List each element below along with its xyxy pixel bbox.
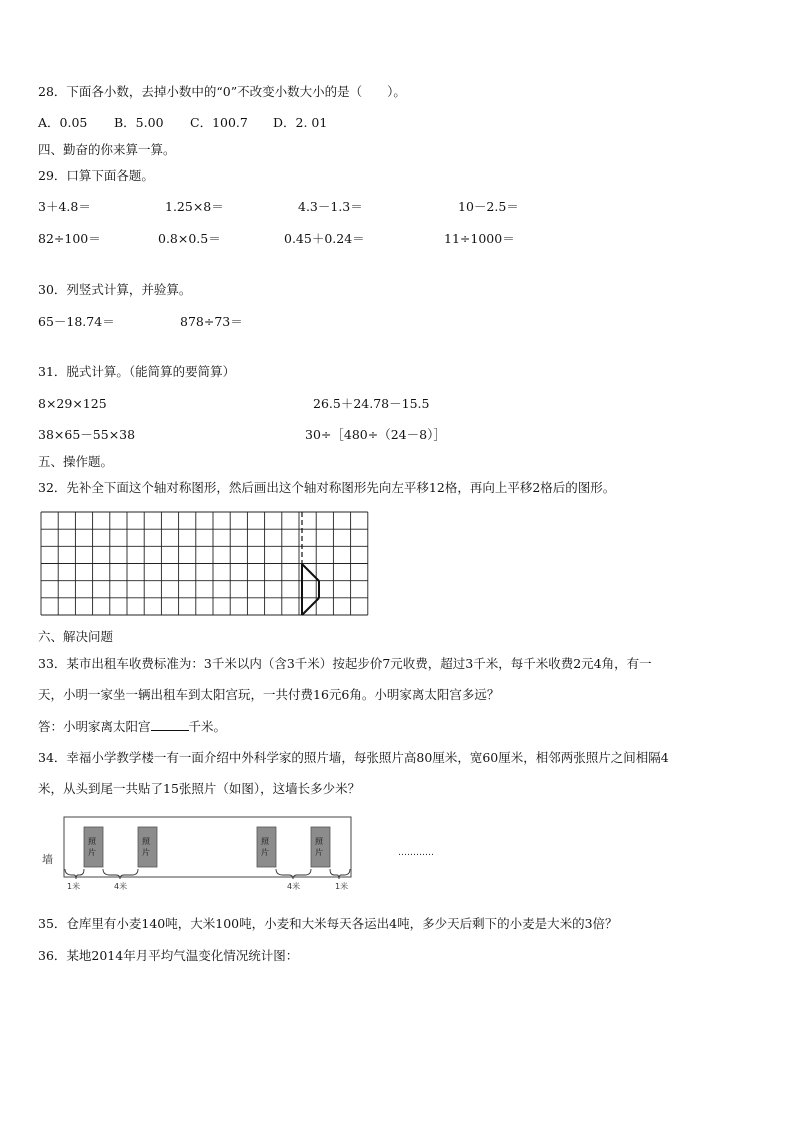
q35-text: 35．仓库里有小麦140吨，大米100吨，小麦和大米每天各运出4吨，多少天后剩下的小麦是大米的3倍？ bbox=[38, 916, 618, 931]
q28-option-a: A．0.05 bbox=[38, 115, 88, 130]
svg-text:照: 照 bbox=[315, 837, 323, 846]
q31-item-3: 38×65－55×38 bbox=[38, 427, 136, 442]
section-5-heading: 五、操作题。 bbox=[38, 454, 114, 469]
wall-label: 墙 bbox=[42, 853, 53, 866]
photo-2 bbox=[138, 827, 157, 867]
label-4m-left: 4米 bbox=[114, 882, 128, 891]
q31-item-1: 8×29×125 bbox=[38, 396, 107, 411]
q29-r2-c1: 82÷100＝ bbox=[38, 231, 101, 246]
q29-r2-c4: 11÷1000＝ bbox=[444, 231, 515, 246]
svg-text:片: 片 bbox=[261, 848, 269, 857]
q29-r1-c1: 3＋4.8＝ bbox=[38, 199, 91, 214]
q31-item-2: 26.5＋24.78－15.5 bbox=[313, 396, 430, 411]
q33-answer-prefix: 答：小明家离太阳宫 bbox=[38, 719, 151, 734]
svg-text:照: 照 bbox=[142, 837, 150, 846]
svg-text:片: 片 bbox=[88, 848, 96, 857]
wall-frame bbox=[64, 817, 351, 877]
q31-stem: 31．脱式计算。（能简算的要简算） bbox=[38, 364, 236, 379]
label-4m-right: 4米 bbox=[287, 882, 301, 891]
q36-text: 36．某地2014年月平均气温变化情况统计图： bbox=[38, 948, 299, 963]
q28-option-c: C．100.7 bbox=[190, 115, 248, 130]
q30-stem: 30．列竖式计算，并验算。 bbox=[38, 282, 192, 297]
q32-stem: 32．先补全下面这个轴对称图形，然后画出这个轴对称图形先向左平移12格，再向上平移2格后的图形。 bbox=[38, 480, 616, 495]
q29-r2-c2: 0.8×0.5＝ bbox=[158, 231, 221, 246]
q30-item-1: 65－18.74＝ bbox=[38, 314, 115, 329]
q34-line-1: 34．幸福小学教学楼一有一面介绍中外科学家的照片墙，每张照片高80厘米，宽60厘米，相邻两张照片之间相隔4 bbox=[38, 750, 669, 765]
q33-line-1: 33．某市出租车收费标准为：3千米以内（含3千米）按起步价7元收费，超过3千米，每千米收费2元4角，有一 bbox=[38, 656, 652, 671]
svg-text:片: 片 bbox=[142, 848, 150, 857]
q29-r1-c2: 1.25×8＝ bbox=[165, 199, 224, 214]
q34-line-2: 米，从头到尾一共贴了15张照片（如图），这墙长多少米？ bbox=[38, 781, 361, 796]
section-4-heading: 四、勤奋的你来算一算。 bbox=[38, 142, 176, 157]
q29-r1-c4: 10－2.5＝ bbox=[458, 199, 519, 214]
continuation-dots: ………… bbox=[398, 848, 434, 858]
q29-stem: 29．口算下面各题。 bbox=[38, 168, 154, 183]
section-6-heading: 六、解决问题 bbox=[38, 629, 114, 644]
photo-4 bbox=[311, 827, 330, 867]
q34-wall-figure bbox=[40, 815, 460, 895]
q33-answer-blank bbox=[151, 718, 189, 731]
q33-answer-suffix: 千米。 bbox=[188, 719, 227, 734]
q28-option-d: D．2. 01 bbox=[273, 115, 328, 130]
q28-option-b: B．5.00 bbox=[114, 115, 164, 130]
q28-stem: 28．下面各小数，去掉小数中的“0”不改变小数大小的是（ ）。 bbox=[38, 84, 406, 99]
q32-grid-figure bbox=[41, 512, 373, 618]
photo-1 bbox=[84, 827, 103, 867]
svg-text:照: 照 bbox=[261, 837, 269, 846]
svg-text:照: 照 bbox=[88, 837, 96, 846]
svg-text:片: 片 bbox=[315, 848, 323, 857]
photo-3 bbox=[257, 827, 276, 867]
q29-r2-c3: 0.45＋0.24＝ bbox=[284, 231, 365, 246]
q29-r1-c3: 4.3－1.3＝ bbox=[298, 199, 363, 214]
q33-answer bbox=[38, 718, 226, 735]
q30-item-2: 878÷73＝ bbox=[180, 314, 243, 329]
label-1m-right: 1米 bbox=[335, 882, 349, 891]
q33-line-2: 天，小明一家坐一辆出租车到太阳宫玩，一共付费16元6角。小明家离太阳宫多远？ bbox=[38, 687, 500, 702]
label-1m-left: 1米 bbox=[67, 882, 81, 891]
q31-item-4: 30÷［480÷（24－8）］ bbox=[305, 427, 446, 442]
